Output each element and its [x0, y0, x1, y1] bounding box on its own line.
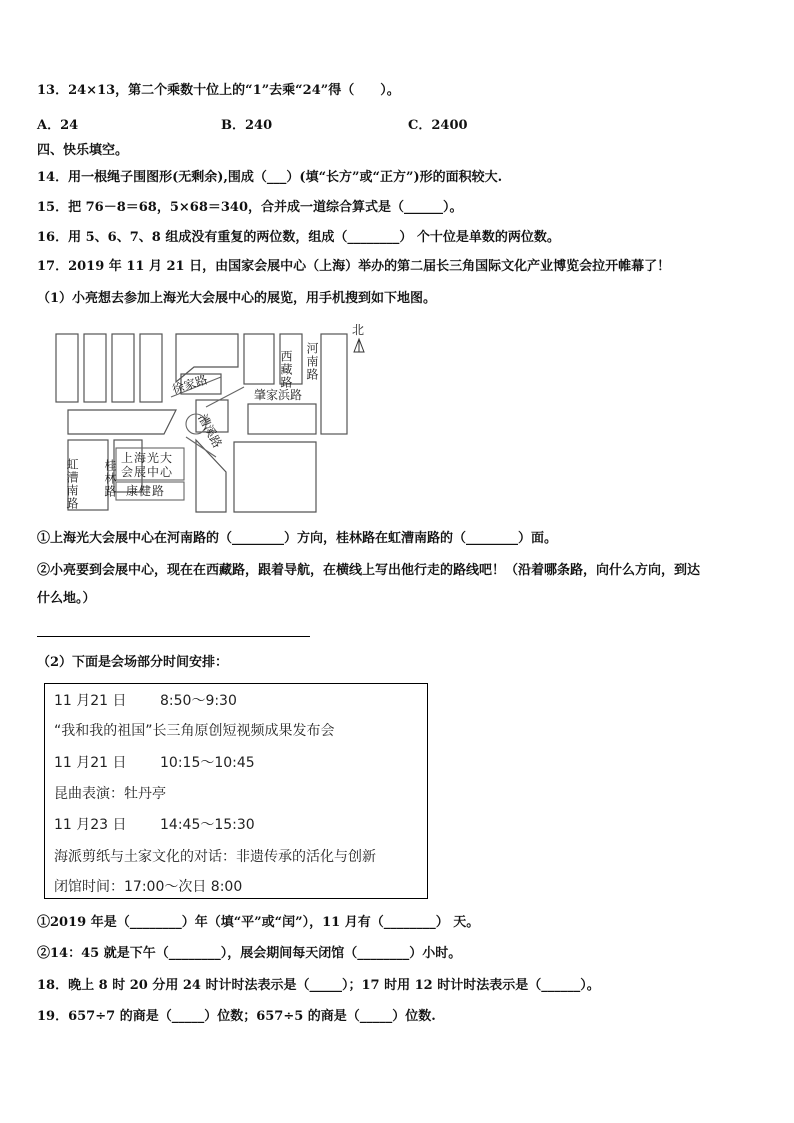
- map-block: [68, 410, 176, 434]
- schedule-event: 海派剪纸与土家文化的对话：非遗传承的活化与创新: [54, 849, 376, 865]
- schedule-box: [44, 683, 428, 899]
- option-c: C．2400: [408, 118, 468, 133]
- road-edge: [206, 387, 244, 407]
- center-label-2: 会展中心: [121, 465, 174, 479]
- question-17-3: ①2019 年是（________）年（填“平”或“闰”），11 月有（________） 天。: [37, 915, 480, 930]
- question-18: 18．晚上 8 时 20 分用 24 时计时法表示是（_____）；17 时用 12 时计时法表示是（______）。: [37, 978, 600, 993]
- map-block: [112, 334, 134, 402]
- question-15: 15．把 76－8＝68，5×68＝340，合并成一道综合算式是（______）。: [37, 200, 463, 215]
- option-b: B．240: [221, 118, 273, 133]
- map-block: [56, 334, 78, 402]
- question-17-part2: （2）下面是会场部分时间安排：: [37, 655, 229, 670]
- question-13: 13．24×13，第二个乘数十位上的“1”去乘“24”得（ ）。: [37, 83, 400, 98]
- question-17-2-line1: ②小亮要到会展中心，现在在西藏路，跟着导航，在横线上写出他行走的路线吧！（沿着哪条路，向什么方向，到达: [37, 563, 701, 578]
- question-17-4: ②14：45 就是下午（________），展会期间每天闭馆（________）小时。: [37, 946, 462, 961]
- schedule-date: 11 月23 日: [54, 817, 127, 833]
- schedule-event: “我和我的祖国”长三角原创短视频成果发布会: [54, 723, 335, 739]
- question-17-1: ①上海光大会展中心在河南路的（________）方向，桂林路在虹漕南路的（________）面。: [37, 531, 558, 546]
- question-16: 16．用 5、6、7、8 组成没有重复的两位数，组成（________） 个十位是单数的两位数。: [37, 230, 560, 245]
- north-arrow: [354, 339, 364, 352]
- map-block: [321, 334, 347, 434]
- map-block: [196, 440, 226, 512]
- street-label-kangjian: 康健路: [126, 484, 166, 498]
- schedule-time: 14:45～15:30: [160, 817, 255, 833]
- street-label-xujia: 徐家路: [170, 372, 210, 397]
- question-14: 14．用一根绳子围图形(无剩余),围成（___）(填“长方”或“正方”)形的面积较大.: [37, 170, 503, 185]
- question-17-2-line2: 什么地。）: [37, 591, 96, 606]
- street-label-guilin: 桂林路: [103, 459, 117, 498]
- schedule-date: 11 月21 日: [54, 755, 127, 771]
- question-17-part1: （1）小亮想去参加上海光大会展中心的展览，用手机搜到如下地图。: [37, 291, 437, 306]
- map-block: [234, 442, 316, 512]
- map-block: [176, 334, 238, 382]
- center-label-1: 上海光大: [121, 451, 174, 465]
- map-block: [248, 404, 316, 434]
- street-label-hongcao: 虹漕南路: [65, 458, 79, 510]
- schedule-time: 10:15～10:45: [160, 755, 255, 771]
- street-label-xizang: 西藏路: [279, 350, 293, 389]
- street-map: [46, 322, 376, 517]
- north-label: 北: [352, 323, 365, 337]
- question-17-intro: 17．2019 年 11 月 21 日，由国家会展中心（上海）举办的第二届长三角国际文化产业博览会拉开帷幕了！: [37, 259, 671, 274]
- option-a: A．24: [37, 118, 79, 133]
- map-block: [140, 334, 162, 402]
- schedule-date: 11 月21 日: [54, 693, 127, 709]
- section-title: 四、快乐填空。: [37, 143, 129, 158]
- schedule-event: 昆曲表演：牡丹亭: [54, 786, 166, 802]
- closing-time: 闭馆时间：17:00～次日 8:00: [54, 879, 243, 895]
- question-19: 19．657÷7 的商是（_____）位数；657÷5 的商是（_____）位数.: [37, 1009, 436, 1024]
- street-label-zhaojiabang: 肇家浜路: [254, 388, 303, 402]
- schedule-time: 8:50～9:30: [160, 693, 237, 709]
- map-block: [244, 334, 274, 384]
- answer-line: [37, 636, 310, 637]
- map-block: [84, 334, 106, 402]
- street-label-caoxi: 漕溪路: [195, 411, 225, 451]
- street-label-henan: 河南路: [305, 342, 319, 381]
